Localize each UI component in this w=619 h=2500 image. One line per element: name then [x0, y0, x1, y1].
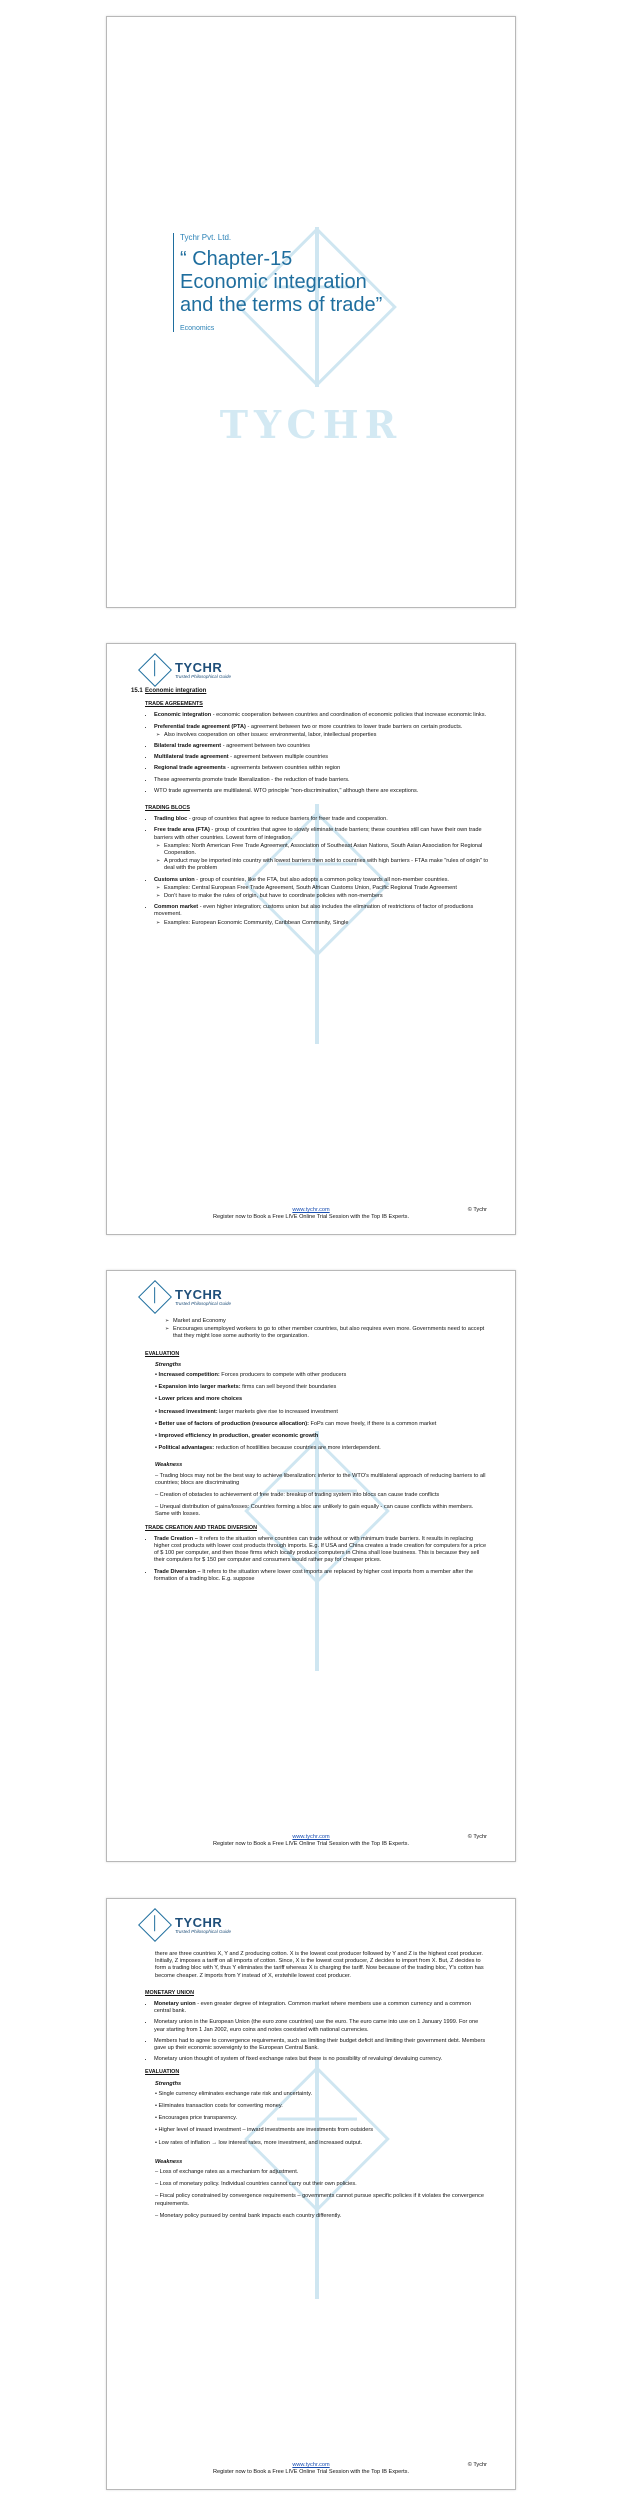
list-item: • Trade Creation – It refers to the situation where countries can trade without or with minimum trade barriers. It results in replacing higher cost products with lower cost products through imports. E.g. If USA and China creates a trade creation for computers for a price of $ 100 per computer, and then those firms which locally produce computers in China shall lose business. This is because they sell their computers for $ 150 per computer and consumers would rather pay for cheaper prices. [154, 1536, 489, 1565]
footer-register-text: Register now to Book a Free LIVE Online Trial Session with the Top IB Experts. [212, 2469, 410, 2475]
brand-tagline: Trusted Philosophical Guide [175, 1929, 231, 1934]
document-page-3 [106, 1270, 516, 1862]
list-item: • Single currency eliminates exchange rate risk and uncertainty. [155, 2090, 313, 2097]
document-page-4 [106, 1898, 516, 2490]
footer-register-text: Register now to Book a Free LIVE Online Trial Session with the Top IB Experts. [212, 1841, 410, 1847]
footer-link[interactable]: www.tychr.com [292, 1207, 330, 1213]
list-item: • Increased investment: larger markets give rise to increased investment [155, 1408, 338, 1415]
subheading: MONETARY UNION [145, 1989, 195, 1996]
list-item: • Customs union - group of countries, like the FTA, but also adopts a common policy towards all non-member countries. ➢ Examples: Central European Free Trade Agreement, South African Customs Union, Pacific Regional Trade Agreement ➢ Don't have to make the rules of origin, but have to coordinate policies with non-members [154, 877, 489, 901]
tychr-logo-icon [138, 1908, 172, 1942]
footer-copyright: © Tychr [467, 1834, 487, 1840]
cover-title-block [173, 233, 382, 332]
tychr-logo-icon [138, 653, 172, 687]
brand-tagline: Trusted Philosophical Guide [175, 674, 231, 679]
subheading: EVALUATION [145, 1350, 180, 1357]
strengths-heading: Strengths [155, 2080, 182, 2087]
list-item: • Eliminates transaction costs for converting money. [155, 2103, 283, 2110]
list-item: • Monetary union in the European Union (the euro zone countries) use the euro. The euro came into use on 1 January 1999. For one year starting from 1 Jan 2002, euro coins and notes coexisted with national currencies. [154, 2019, 489, 2033]
section-number: 15.1 [131, 688, 143, 694]
list-item: • Monetary union - even greater degree of integration. Common market where members use a common currency and a common central bank. [154, 2001, 489, 2015]
brand-name: TYCHR [175, 1915, 223, 1930]
list-item: – Trading blocs may not be the best way to achieve liberalization: inferior to the WTO's multilateral approach of reducing barriers to all countries; blocs are discriminating [155, 1472, 486, 1486]
list-item: • Preferential trade agreement (PTA) - agreement between two or more countries to lower trade barriers on certain products. ➢ Also involves cooperation on other issues: environmental, labor, intellectual properties [154, 724, 489, 739]
paragraph: there are three countries X, Y and Z producing cotton. X is the lowest cost producer followed by Y and Z is the highest cost producer. Initially, Z imposes a tariff on all imports of cotton. Since, X is the lowest cost producer, Z decides to import from X. But, Z decides to form a trading bloc with Y, thus Y eliminates the tariff whereas X is charging the tariff. Now because of the trading bloc, Y's cotton has become cheaper. Z imports from Y instead of X, erstwhile lowest cost producer. [155, 1951, 484, 1979]
strengths-block [145, 1362, 489, 1519]
bullet-list [145, 816, 489, 927]
list-item: • Expansion into larger markets: firms can sell beyond their boundaries [155, 1384, 337, 1391]
tychr-logo [143, 1913, 231, 1937]
weakness-heading: Weakness [155, 2158, 183, 2165]
list-item: • Political advantages: reduction of hostilities because countries are more interdependent. [155, 1445, 381, 1452]
sub-item: ➢ Also involves cooperation on other issues: environmental, labor, intellectual properties [164, 732, 489, 739]
list-item: • These agreements promote trade liberalization - the reduction of trade barriers. [154, 777, 489, 784]
list-item: • Common market - even higher integration; customs union but also includes the elimination of restrictions of factor of productions movement. ➢ Examples: European Economic Community, Caribbean Community, Single [154, 904, 489, 927]
page-content [145, 1951, 489, 2225]
sub-item: ➢ Examples: Central European Free Trade Agreement, South African Customs Union, Pacific Regional Trade Agreement [164, 885, 489, 892]
list-item: – Creation of obstacles to achievement of free trade: breakup of trading system into blocs can cause trade conflicts [155, 1492, 440, 1499]
list-item: – Fiscal policy constrained by convergence requirements – governments cannot pursue specific policies if it violates the convergence requirements. [155, 2193, 484, 2207]
sub-item: ➢ Market and Economy [173, 1318, 489, 1325]
list-item: – Unequal distribution of gains/losses: Countries forming a bloc are unlikely to gain equally - can cause conflicts within members. Same with losses. [155, 1504, 474, 1518]
list-item: • Encourages price transparency. [155, 2115, 238, 2122]
brand-tagline: Trusted Philosophical Guide [175, 1301, 231, 1306]
bullet-list [145, 1536, 489, 1583]
brand-name: TYCHR [175, 660, 223, 675]
title-line: “ Chapter-15 [180, 248, 293, 270]
footer-link[interactable]: www.tychr.com [292, 2462, 330, 2468]
cover-page [106, 16, 516, 608]
brand-name: TYCHR [175, 1287, 223, 1302]
list-item: • Lower prices and more choices [155, 1396, 243, 1403]
list-item: – Loss of monetary policy. Individual countries cannot carry out their own policies. [155, 2181, 357, 2188]
watermark-text: TYCHR [219, 402, 403, 447]
sub-item: ➢ Don't have to make the rules of origin, but have to coordinate policies with non-members [164, 893, 489, 900]
company-name: Tychr Pvt. Ltd. [180, 233, 232, 242]
list-item: • Trading bloc - group of countries that agree to reduce barriers for freer trade and cooperation. [154, 816, 489, 823]
list-item: • Regional trade agreements - agreements between countries within region [154, 765, 489, 772]
list-item: • Free trade area (FTA) - group of countries that agree to slowly eliminate trade barriers; these countries still can have their own trade barriers with other countries. Lowest form of integration. ➢ Examples: North American Free Trade Agreement, Association of Southeast Asian Nations, South Asian Association for Regional Cooperation. ➢ A product may be imported into country with lowest barriers then sold to countries with high barriers - FTAs make "rules of origin" to deal with the problem [154, 827, 489, 872]
page-footer [107, 1207, 515, 1220]
list-item: – Monetary policy pursued by central bank impacts each country differently. [155, 2212, 342, 2219]
subject-label: Economics [180, 325, 215, 332]
footer-link[interactable]: www.tychr.com [292, 1834, 330, 1840]
strengths-block [145, 2081, 489, 2220]
sub-item: ➢ Examples: European Economic Community, Caribbean Community, Single [164, 920, 489, 927]
subheading: EVALUATION [145, 2069, 180, 2076]
section-heading [131, 688, 489, 695]
sub-item: ➢ Examples: North American Free Trade Agreement, Association of Southeast Asian Nations, South Asian Association for Regional Cooperation. [164, 843, 489, 857]
tychr-logo [143, 1285, 231, 1309]
strengths-heading: Strengths [155, 1361, 182, 1368]
list-item: • WTO trade agreements are multilateral. WTO principle "non-discrimination," although there are exceptions. [154, 788, 489, 795]
tychr-logo-icon [138, 1280, 172, 1314]
list-item: • Low rates of inflation → low interest rates, more investment, and increased output. [155, 2139, 363, 2146]
list-item: • Better use of factors of production (resource allocation): FoPs can move freely, if there is a common market [155, 1420, 437, 1427]
subheading: TRADE CREATION AND TRADE DIVERSION [145, 1524, 258, 1531]
tychr-logo [143, 658, 231, 682]
list-item: • Multilateral trade agreement - agreement between multiple countries [154, 754, 489, 761]
sub-item: ➢ Encourages unemployed workers to go to other member countries, but also requires even more. Governments need to accept that they might lose some authority to the organization. [173, 1326, 489, 1340]
list-item: • Bilateral trade agreement - agreement between two countries [154, 743, 489, 750]
list-item: • Increased competition: Forces producers to compete with other producers [155, 1372, 347, 1379]
footer-register-text: Register now to Book a Free LIVE Online Trial Session with the Top IB Experts. [212, 1214, 410, 1220]
cover-title [180, 248, 382, 317]
title-line: Economic integration [180, 271, 367, 293]
list-item: • Higher level of inward investment – inward investments are investments from outsiders [155, 2127, 374, 2134]
list-item: • Trade Diversion – It refers to the situation where lower cost imports are replaced by higher cost imports from a member after the formation of a trading bloc. E.g. suppose [154, 1569, 489, 1583]
footer-copyright: © Tychr [467, 2462, 487, 2468]
section-title: Economic integration [145, 688, 207, 694]
subheading: TRADE AGREEMENTS [145, 701, 203, 708]
document-page-2 [106, 643, 516, 1235]
page-content [131, 688, 489, 931]
bullet-list [145, 2001, 489, 2063]
bullet-list [145, 712, 489, 795]
page-footer [107, 2462, 515, 2475]
sub-item: ➢ A product may be imported into country with lowest barriers then sold to countries with high barriers - FTAs make "rules of origin" to deal with the problem [164, 858, 489, 872]
weakness-heading: Weakness [155, 1462, 183, 1469]
footer-copyright: © Tychr [467, 1207, 487, 1213]
page-content [145, 1317, 489, 1587]
list-item: • Improved efficiency in production, greater economic growth [155, 1433, 319, 1440]
page-footer [107, 1834, 515, 1847]
list-item: – Loss of exchange rates as a mechanism for adjustment. [155, 2169, 299, 2176]
subheading: TRADING BLOCS [145, 805, 190, 812]
list-item: • Monetary union thought of system of fixed exchange rates but there is no possibility of revaluing/ devaluing currency. [154, 2056, 489, 2063]
title-line: and the terms of trade” [180, 294, 383, 316]
list-item: • Members had to agree to convergence requirements, such as limiting their budget deficit and limiting their government debt. Members gave up their economic sovereignty to the European Central Bank. [154, 2038, 489, 2052]
list-item: • Economic integration - economic cooperation between countries and coordination of economic policies that increase economic links. [154, 712, 489, 719]
